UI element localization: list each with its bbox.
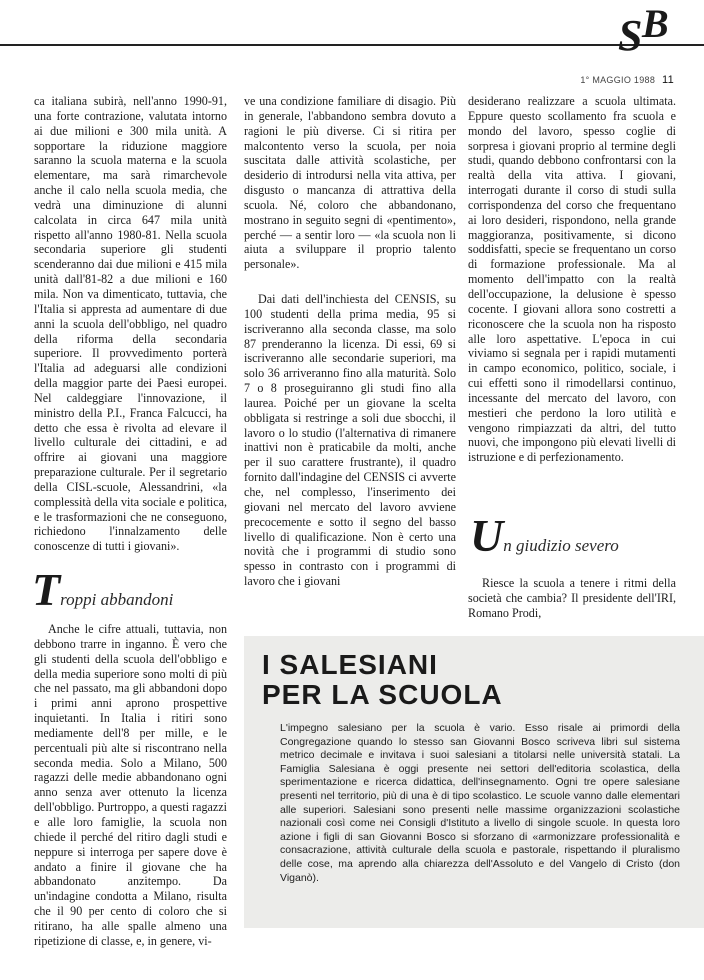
sidebar-title-line: PER LA SCUOLA [262, 679, 503, 710]
article-paragraph: ve una condizione familiare di disagio. Più in generale, l'abbandono sembra dovuto a ragioni le più diverse. Ci si ritira per malcontento verso la scuola, per noia suscitata dalle attività scolastiche, per desiderio di introdursi nella vita attiva, per disgusto o mancanza di attrattiva della scuola. Né, coloro che abbandonano, mostrano in seguito segni di «pentimento», perché — a sentir loro — «la scuola non li aiuta a sviluppare il proprio talento personale». [244, 94, 456, 272]
subheading-text: n giudizio severo [503, 536, 619, 555]
article-column-1-lower [34, 622, 227, 949]
drop-cap: T [32, 564, 61, 615]
article-column-2 [244, 94, 456, 272]
subheading-un-giudizio-severo [470, 510, 619, 561]
article-column-3-lower [468, 576, 676, 621]
article-paragraph: ca italiana subirà, nell'anno 1990-91, una forte contrazione, valutata intorno ai due milioni e 300 mila unità. A sopportare la riduzione maggiore saranno la scuola materna e la scuola elementare, ma sarà rimarchevole anche il calo nella scuola media, che vedrà una diminuzione di alunni calcolata in circa 647 mila unità rispetto all'anno 1980-81. Nella scuola secondaria superiore gli studenti scenderanno dai due milioni e 415 mila unità dall'81-82 a due milioni e 160 mila. Non va dimenticato, tuttavia, che l'Italia si appresta ad aumentare di due anni la scuola dell'obbligo, nel quadro della riforma della secondaria superiore. Il provvedimento porterà l'Italia ad adeguarsi alle condizioni della maggior parte dei Paesi europei. Nel caldeggiare l'innovazione, il ministro della P.I., Franca Falcucci, ha detto che essa è rivolta ad elevare il livello culturale dei cittadini, e ad offrire ai giovani una maggiore preparazione culturale. Per il segretario della CISL-scuole, Alessandrini, «la complessità della vita sociale e politica, e le trasformazioni che ne conseguono, richiedono l'innalzamento delle conoscenze di tutti i giovani». [34, 94, 227, 554]
article-column-3 [468, 94, 676, 465]
article-column-1 [34, 94, 227, 554]
article-paragraph: desiderano realizzare a scuola ultimata. Eppure questo scollamento fra scuola e mondo del lavoro, spesso coglie di sorpresa i giovani proprio al termine degli studi, quando debbono confrontarsi con la realtà della vita attiva. I giovani, interrogati durante il corso di studi sulla corrispondenza del corso che frequentano ai loro desideri, rispondono, nella grande maggioranza, positivamente, si dicono soddisfatti, specie se frequentano un corso di formazione professionale. Ma al momento dell'impatto con la realtà dell'occupazione, la delusione è spesso cocente. I giovani allora sono costretti a riconoscere che la scuola non ha risposto alle loro aspettative. L'epoca in cui viviamo si segnala per i rapidi mutamenti in campo economico, politico, sociale, i cui effetti sono il rimodellarsi continuo, incessante del mercato del lavoro, con mestieri che perdono la loro utilità e vengono rimpiazzati da altri, del tutto nuovi, che impongono più elevati livelli di istruzione e di perfezionamento. [468, 94, 676, 465]
issue-date: 1° MAGGIO 1988 [580, 75, 656, 85]
article-paragraph: Anche le cifre attuali, tuttavia, non debbono trarre in inganno. È vero che gli studenti della scuola dell'obbligo e della media superiore sono molti di più che nel passato, ma gli abbandoni dopo i primi anni aprono prospettive inquietanti. In Italia i ritiri sono mediamente dell'8 per mille, e le percentuali più alte si riscontrano nella seconda media. Solo a Milano, 500 ragazzi delle medie abbandonano ogni anno senza aver ottenuto la licenza dell'obbligo. Purtroppo, a questi ragazzi e alle loro famiglie, la scuola non chiede il perché del ritiro dagli studi e neppure si interroga per sapere dove è andato a finire il giovane che ha abbandonato anzitempo. Da un'indagine condotta a Milano, risulta che il 90 per cento di coloro che si ritirano, ha alle spalle almeno una ripetizione di classe, e, in genere, vi- [34, 622, 227, 948]
header-rule [0, 44, 704, 46]
article-paragraph: Dai dati dell'inchiesta del CENSIS, su 100 studenti della prima media, 95 si iscriveranno alla seconda classe, ma solo 87 prenderanno la licenza. Di essi, 69 si iscriveranno alle secondarie superiori, ma solo 36 arriveranno fino alla maturità. Solo 7 o 8 proseguiranno gli studi fino alla laurea. Poiché per un giovane la scelta obbligata si restringe a soli due sbocchi, il lavoro o lo studio (l'alternativa di rimanere inattivi non è praticabile da molti, anche per il suo carattere frustrante), il quadro fornito dall'indagine del CENSIS ci avverte che, nel complesso, l'inserimento dei giovani nel mercato del lavoro avviene precocemente e sotto il segno del basso livello di qualificazione. Non è certo una novità che i programmi di studio sono spesso in contrasto con i programmi di lavoro che i giovani [244, 292, 456, 589]
logo-letter-s: S [618, 11, 643, 60]
subheading-text: roppi abbandoni [60, 590, 174, 609]
sidebar-box [244, 636, 704, 928]
article-paragraph: Riesce la scuola a tenere i ritmi della società che cambia? Il presidente dell'IRI, Romano Prodi, [468, 576, 676, 620]
drop-cap: U [470, 510, 504, 561]
article-column-2-lower [244, 292, 456, 589]
sidebar-title [262, 650, 503, 710]
logo-letter-b: B [642, 1, 669, 46]
page-folio [580, 74, 674, 86]
sidebar-title-line: I SALESIANI [262, 649, 438, 680]
page-number: 11 [661, 74, 674, 86]
sidebar-text: L'impegno salesiano per la scuola è vario. Esso risale ai primordi della Congregazione quando lo stesso san Giovanni Bosco scriveva libri sul sistema metrico decimale e invitava i suoi salesiani a titolarsi nelle università statali. La Famiglia Salesiana è oggi presente nei settori dell'editoria scolastica, della sperimentazione e ricerca didattica, dell'insegnamento. Ogni tre opere salesiane presenti nel territorio, più di una è di tipo scolastico. Le scuole vanno dalle elementari alle superiori. Salesiani sono presenti nelle massime organizzazioni scolastiche nazionali così come nei Consigli d'Istituto a livello di singole scuole. In questa loro azione i figli di san Giovanni Bosco si sforzano di «armonizzare professionalità e consacrazione, attività culturale della scuola e pastorale, rispettando il pluralismo delle cose, ma aprendo alla chiarezza dell'Assoluto e del Vangelo di Cristo (don Viganò). [280, 722, 680, 884]
subheading-troppi-abbandoni [32, 564, 174, 615]
